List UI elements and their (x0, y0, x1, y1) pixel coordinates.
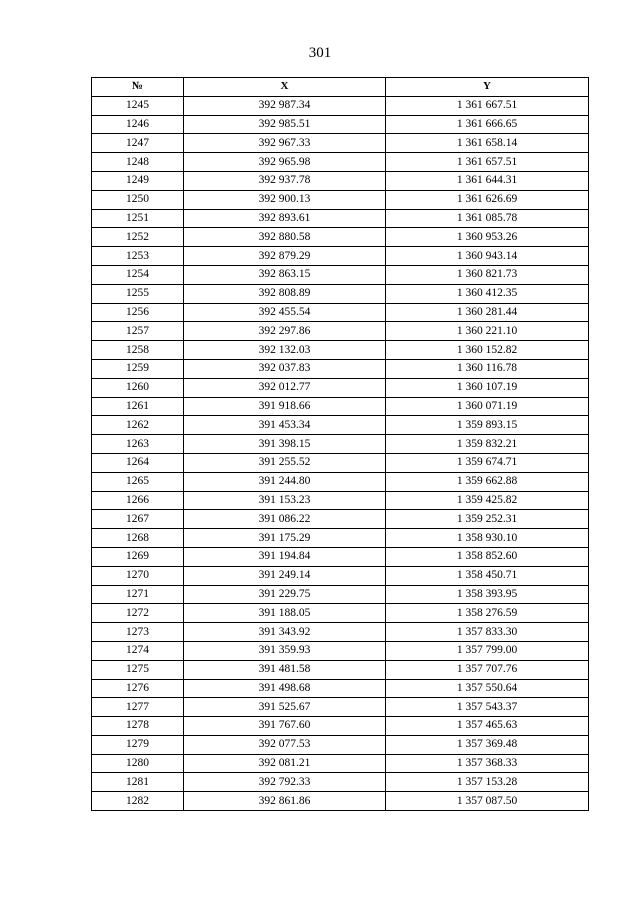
cell-x: 391 343.92 (184, 623, 386, 642)
cell-x: 392 808.89 (184, 284, 386, 303)
cell-x: 391 249.14 (184, 566, 386, 585)
cell-number: 1257 (92, 322, 184, 341)
table-row (92, 341, 589, 360)
cell-x: 391 229.75 (184, 585, 386, 604)
table-row (92, 190, 589, 209)
cell-y: 1 359 674.71 (386, 453, 589, 472)
table-row (92, 209, 589, 228)
cell-x: 391 398.15 (184, 435, 386, 454)
cell-number: 1277 (92, 698, 184, 717)
cell-y: 1 359 662.88 (386, 472, 589, 491)
cell-x: 392 297.86 (184, 322, 386, 341)
cell-number: 1271 (92, 585, 184, 604)
table-row (92, 623, 589, 642)
cell-y: 1 360 412.35 (386, 284, 589, 303)
cell-number: 1282 (92, 792, 184, 811)
cell-x: 392 880.58 (184, 228, 386, 247)
cell-number: 1263 (92, 435, 184, 454)
cell-y: 1 359 425.82 (386, 491, 589, 510)
cell-number: 1246 (92, 115, 184, 134)
table-row (92, 359, 589, 378)
cell-y: 1 359 252.31 (386, 510, 589, 529)
cell-x: 392 985.51 (184, 115, 386, 134)
cell-y: 1 360 943.14 (386, 247, 589, 266)
table-row (92, 322, 589, 341)
page-number: 301 (308, 45, 332, 61)
cell-number: 1250 (92, 190, 184, 209)
cell-x: 391 175.29 (184, 529, 386, 548)
table-row (92, 397, 589, 416)
table-row (92, 547, 589, 566)
table-row (92, 171, 589, 190)
cell-number: 1249 (92, 171, 184, 190)
cell-x: 392 455.54 (184, 303, 386, 322)
cell-y: 1 361 666.65 (386, 115, 589, 134)
cell-y: 1 360 116.78 (386, 359, 589, 378)
cell-x: 392 792.33 (184, 773, 386, 792)
table-row (92, 585, 589, 604)
cell-number: 1247 (92, 134, 184, 153)
cell-number: 1245 (92, 96, 184, 115)
table-row (92, 378, 589, 397)
cell-number: 1270 (92, 566, 184, 585)
cell-x: 392 863.15 (184, 265, 386, 284)
cell-x: 392 893.61 (184, 209, 386, 228)
cell-number: 1275 (92, 660, 184, 679)
cell-x: 391 188.05 (184, 604, 386, 623)
cell-x: 392 965.98 (184, 153, 386, 172)
cell-x: 392 132.03 (184, 341, 386, 360)
cell-x: 392 967.33 (184, 134, 386, 153)
cell-number: 1251 (92, 209, 184, 228)
table-row (92, 247, 589, 266)
table-row (92, 717, 589, 736)
cell-y: 1 361 658.14 (386, 134, 589, 153)
table-body (92, 96, 589, 810)
cell-x: 391 453.34 (184, 416, 386, 435)
cell-number: 1278 (92, 717, 184, 736)
table-row (92, 153, 589, 172)
cell-y: 1 360 107.19 (386, 378, 589, 397)
cell-y: 1 361 657.51 (386, 153, 589, 172)
cell-number: 1279 (92, 735, 184, 754)
cell-x: 392 879.29 (184, 247, 386, 266)
cell-y: 1 360 071.19 (386, 397, 589, 416)
table-row (92, 566, 589, 585)
table-row (92, 698, 589, 717)
header-y: Y (386, 78, 589, 97)
cell-number: 1266 (92, 491, 184, 510)
cell-x: 391 194.84 (184, 547, 386, 566)
cell-number: 1268 (92, 529, 184, 548)
table-row (92, 735, 589, 754)
cell-x: 392 077.53 (184, 735, 386, 754)
cell-y: 1 357 543.37 (386, 698, 589, 717)
cell-x: 391 481.58 (184, 660, 386, 679)
cell-x: 392 081.21 (184, 754, 386, 773)
cell-number: 1254 (92, 265, 184, 284)
table-row (92, 773, 589, 792)
cell-x: 392 937.78 (184, 171, 386, 190)
cell-y: 1 358 393.95 (386, 585, 589, 604)
cell-y: 1 357 153.28 (386, 773, 589, 792)
cell-number: 1248 (92, 153, 184, 172)
table-row (92, 604, 589, 623)
cell-number: 1262 (92, 416, 184, 435)
table-row (92, 265, 589, 284)
table-row (92, 134, 589, 153)
cell-number: 1252 (92, 228, 184, 247)
cell-number: 1269 (92, 547, 184, 566)
cell-y: 1 357 369.48 (386, 735, 589, 754)
cell-y: 1 360 953.26 (386, 228, 589, 247)
cell-y: 1 357 465.63 (386, 717, 589, 736)
header-row (92, 78, 589, 97)
table-row (92, 435, 589, 454)
cell-y: 1 357 368.33 (386, 754, 589, 773)
table-row (92, 453, 589, 472)
table-row (92, 679, 589, 698)
cell-y: 1 357 833.30 (386, 623, 589, 642)
cell-number: 1265 (92, 472, 184, 491)
cell-y: 1 360 821.73 (386, 265, 589, 284)
cell-number: 1281 (92, 773, 184, 792)
cell-number: 1272 (92, 604, 184, 623)
cell-x: 391 086.22 (184, 510, 386, 529)
table-row (92, 754, 589, 773)
cell-y: 1 360 221.10 (386, 322, 589, 341)
table-row (92, 792, 589, 811)
cell-y: 1 359 893.15 (386, 416, 589, 435)
cell-number: 1280 (92, 754, 184, 773)
header-number: № (92, 78, 184, 97)
cell-number: 1274 (92, 641, 184, 660)
cell-x: 391 153.23 (184, 491, 386, 510)
cell-number: 1273 (92, 623, 184, 642)
cell-y: 1 358 450.71 (386, 566, 589, 585)
cell-number: 1259 (92, 359, 184, 378)
table-row (92, 284, 589, 303)
cell-x: 392 012.77 (184, 378, 386, 397)
cell-y: 1 361 626.69 (386, 190, 589, 209)
table-row (92, 491, 589, 510)
table-row (92, 416, 589, 435)
cell-number: 1261 (92, 397, 184, 416)
cell-x: 391 918.66 (184, 397, 386, 416)
cell-y: 1 361 644.31 (386, 171, 589, 190)
cell-number: 1276 (92, 679, 184, 698)
table-header (92, 78, 589, 97)
table-row (92, 510, 589, 529)
cell-y: 1 357 707.76 (386, 660, 589, 679)
cell-y: 1 358 930.10 (386, 529, 589, 548)
cell-x: 391 767.60 (184, 717, 386, 736)
cell-y: 1 358 852.60 (386, 547, 589, 566)
cell-y: 1 361 667.51 (386, 96, 589, 115)
table-row (92, 96, 589, 115)
table-row (92, 660, 589, 679)
cell-y: 1 357 550.64 (386, 679, 589, 698)
cell-y: 1 357 087.50 (386, 792, 589, 811)
cell-x: 392 861.86 (184, 792, 386, 811)
table-row (92, 529, 589, 548)
cell-number: 1267 (92, 510, 184, 529)
cell-number: 1253 (92, 247, 184, 266)
cell-y: 1 360 281.44 (386, 303, 589, 322)
table-row (92, 115, 589, 134)
cell-x: 391 244.80 (184, 472, 386, 491)
table-row (92, 641, 589, 660)
cell-y: 1 359 832.21 (386, 435, 589, 454)
cell-y: 1 357 799.00 (386, 641, 589, 660)
cell-x: 391 498.68 (184, 679, 386, 698)
table-row (92, 472, 589, 491)
cell-number: 1255 (92, 284, 184, 303)
cell-number: 1256 (92, 303, 184, 322)
cell-x: 392 037.83 (184, 359, 386, 378)
cell-x: 392 900.13 (184, 190, 386, 209)
cell-y: 1 361 085.78 (386, 209, 589, 228)
header-x: X (184, 78, 386, 97)
cell-number: 1260 (92, 378, 184, 397)
cell-number: 1258 (92, 341, 184, 360)
cell-x: 392 987.34 (184, 96, 386, 115)
table-row (92, 228, 589, 247)
coordinates-table (91, 77, 589, 811)
cell-x: 391 255.52 (184, 453, 386, 472)
cell-y: 1 358 276.59 (386, 604, 589, 623)
table-row (92, 303, 589, 322)
cell-x: 391 359.93 (184, 641, 386, 660)
cell-x: 391 525.67 (184, 698, 386, 717)
cell-number: 1264 (92, 453, 184, 472)
cell-y: 1 360 152.82 (386, 341, 589, 360)
